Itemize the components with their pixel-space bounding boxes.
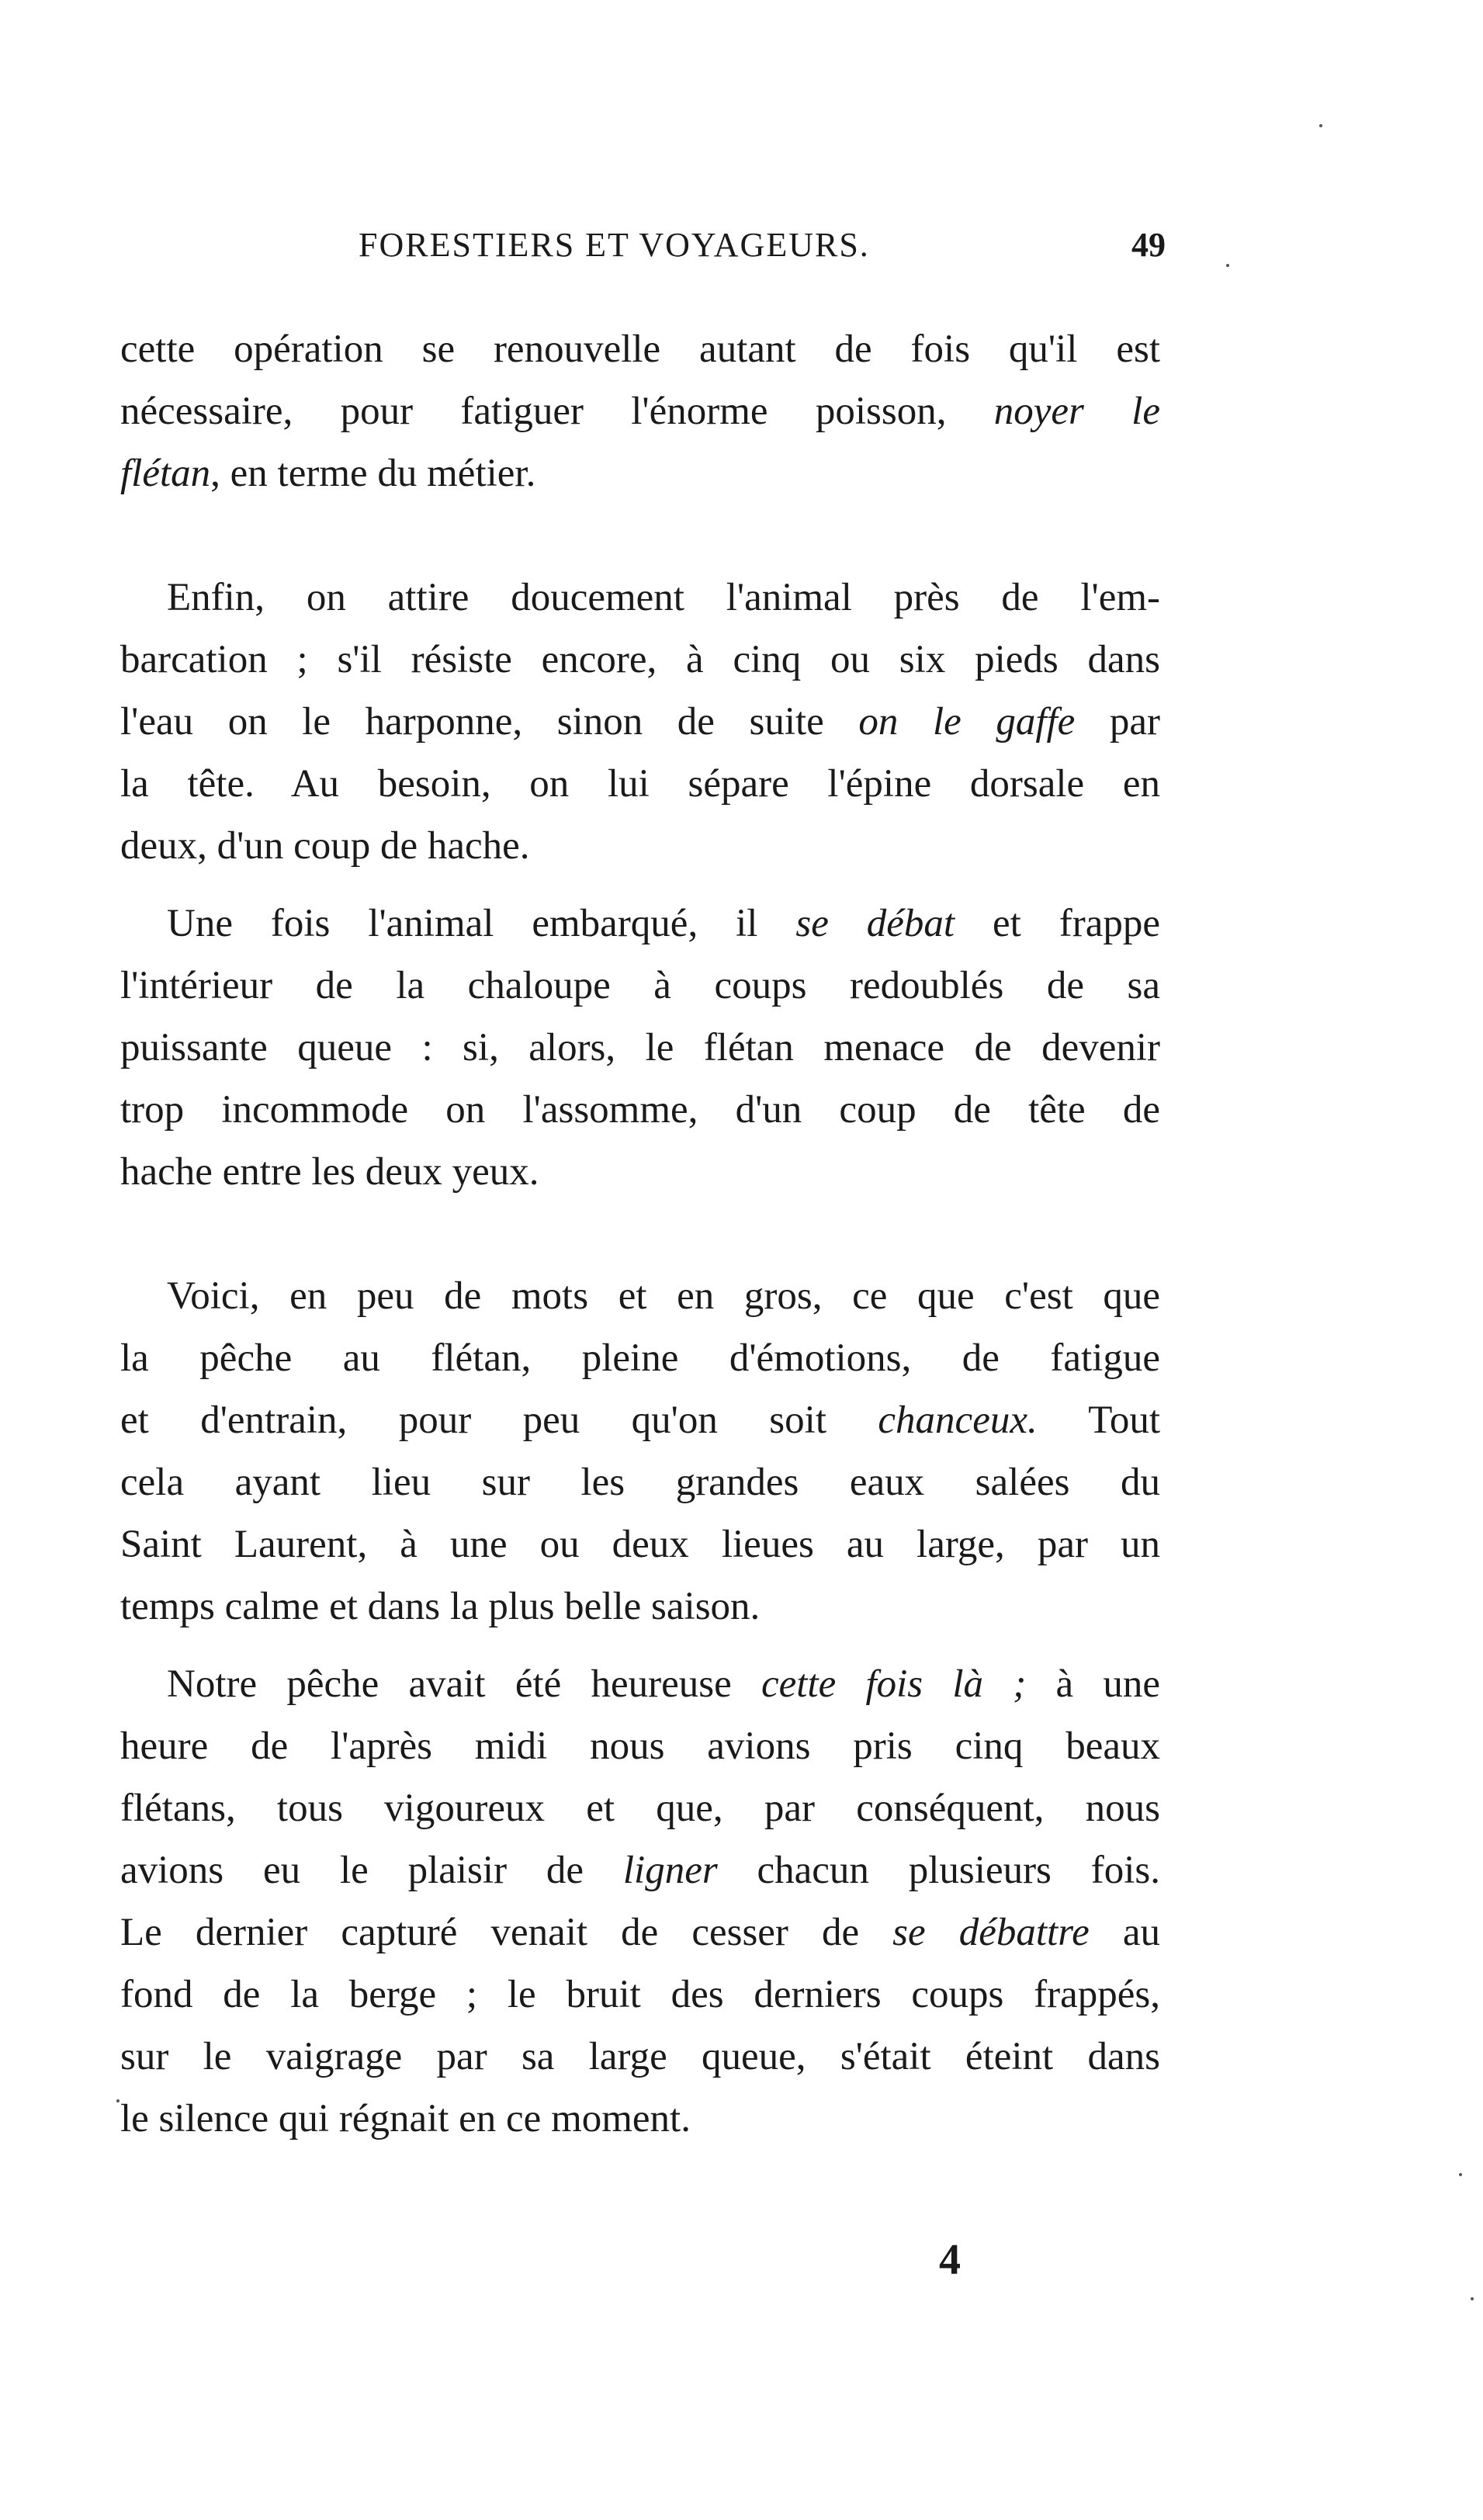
italic-term: se débattre (892, 1911, 1090, 1954)
running-head (118, 225, 1166, 279)
print-speck (116, 2099, 120, 2102)
paragraph-5 (120, 1653, 1160, 2150)
text-line: heure de l'après midi nous avions pris cinq beaux (120, 1724, 1160, 1768)
text-line: le silence qui régnait en ce moment. (120, 2097, 691, 2140)
text-line: temps calme et dans la plus belle saison. (120, 1585, 761, 1628)
text-line: nécessaire, pour fatiguer l'énorme poisson, noyer le (120, 390, 1160, 433)
paragraph-1 (120, 318, 1160, 504)
body-text (120, 318, 1160, 2150)
print-speck (1471, 2297, 1474, 2300)
text-line: trop incommode on l'assomme, d'un coup de tête de (120, 1088, 1160, 1132)
italic-term: cette fois là ; (761, 1662, 1027, 1706)
paragraph-2 (120, 567, 1160, 877)
text-line: flétan, en terme du métier. (120, 452, 536, 495)
text-line: puissante queue : si, alors, le flétan menace de devenir (120, 1026, 1160, 1069)
text-line: flétans, tous vigoureux et que, par conséquent, nous (120, 1787, 1160, 1830)
running-title: FORESTIERS ET VOYAGEURS. (359, 226, 870, 264)
text-line: la pêche au flétan, pleine d'émotions, de fatigue (120, 1336, 1160, 1380)
paragraph-4 (120, 1265, 1160, 1638)
text-line: deux, d'un coup de hache. (120, 824, 530, 868)
text-line: sur le vaigrage par sa large queue, s'était éteint dans (120, 2035, 1160, 2078)
text-line: fond de la berge ; le bruit des derniers coups frappés, (120, 1973, 1160, 2016)
page-number: 49 (1131, 226, 1166, 264)
text-line: l'eau on le harponne, sinon de suite on le gaffe par (120, 700, 1160, 744)
print-speck (1459, 2173, 1462, 2176)
text-line: barcation ; s'il résiste encore, à cinq ou six pieds dans (120, 638, 1160, 681)
text-line: Le dernier capturé venait de cesser de se débattre au (120, 1911, 1160, 1954)
paragraph-3 (120, 893, 1160, 1203)
text-line: avions eu le plaisir de ligner chacun plusieurs fois. (120, 1849, 1160, 1892)
text-line: l'intérieur de la chaloupe à coups redoublés de sa (120, 964, 1160, 1007)
text-line: Enfin, on attire doucement l'animal près de l'em- (167, 576, 1160, 619)
italic-term: noyer le (993, 390, 1160, 433)
text-line: Une fois l'animal embarqué, il se débat et frappe (167, 902, 1161, 945)
text-line: Voici, en peu de mots et en gros, ce que c'est que (167, 1274, 1160, 1318)
text-line: cela ayant lieu sur les grandes eaux salées du (120, 1461, 1160, 1504)
text-line: la tête. Au besoin, on lui sépare l'épine dorsale en (120, 762, 1160, 806)
signature-mark: 4 (939, 2236, 961, 2284)
italic-term: flétan (120, 452, 211, 495)
text-line: Notre pêche avait été heureuse cette fois là ; à une (167, 1662, 1160, 1706)
print-speck (1319, 124, 1322, 127)
italic-term: chanceux. (878, 1399, 1038, 1442)
italic-term: ligner (622, 1849, 718, 1892)
text-line: cette opération se renouvelle autant de fois qu'il est (120, 328, 1160, 371)
text-line: Saint Laurent, à une ou deux lieues au large, par un (120, 1523, 1160, 1566)
text-line: et d'entrain, pour peu qu'on soit chanceux. Tout (120, 1399, 1160, 1442)
text-line: hache entre les deux yeux. (120, 1150, 539, 1194)
italic-term: se débat (795, 902, 955, 945)
print-speck (1226, 264, 1229, 267)
italic-term: on le gaffe (858, 700, 1076, 744)
